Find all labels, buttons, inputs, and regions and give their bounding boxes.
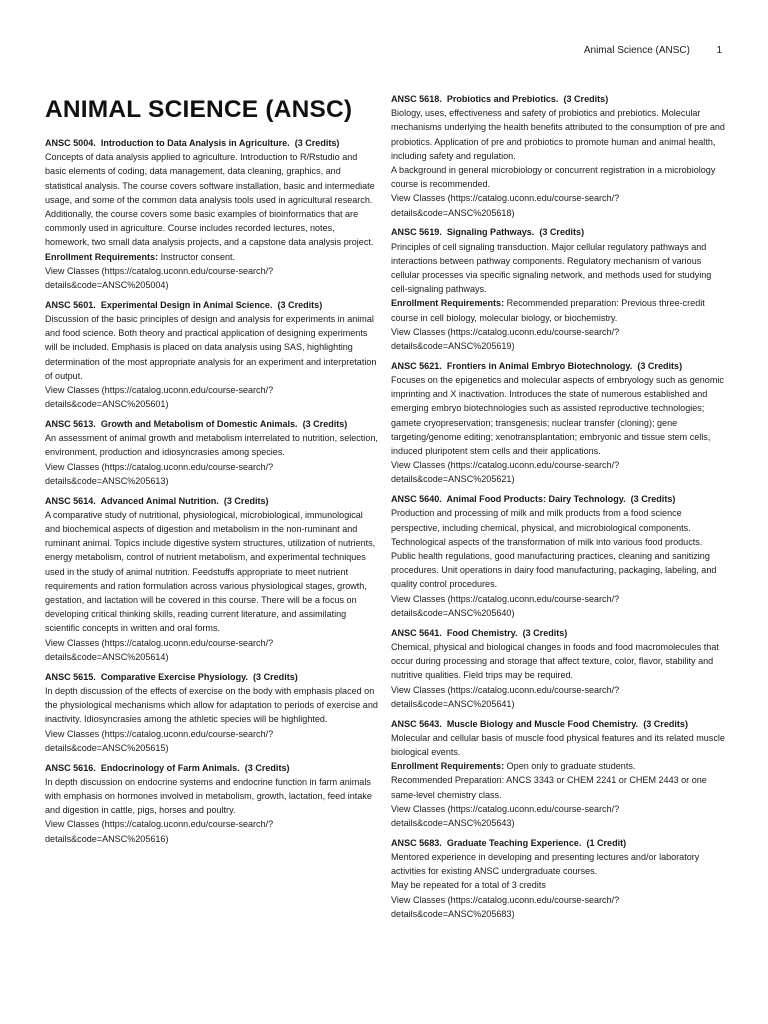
view-classes-url: (https://catalog.uconn.edu/course-search/? <box>447 193 620 204</box>
view-classes-link[interactable] <box>45 264 379 278</box>
view-classes-label: View Classes <box>45 265 100 276</box>
view-classes-label: View Classes <box>391 894 446 905</box>
view-classes-label: View Classes <box>45 728 100 739</box>
course-name: Endocrinology of Farm Animals. <box>100 762 240 773</box>
course-description: A comparative study of nutritional, physiological, microbiological, immunological and biochemical aspects of digestion and metabolism in the non-ruminant and ruminant animal. Topics include digestive system structures, utilization of nutrients, energy metabolism, control of nutrient metabolism, and experimental techniques used in the study of animal nutrition. Feedstuffs appropriate to meet nutrient requirements and ration formulation across various physiological stages, growth, gestation, and lactation will be covered in this course. There will be a focus on developing critical thinking skills, reading current literature, and assimilating scientific concepts in written and oral forms. <box>45 509 376 634</box>
view-classes-url: (https://catalog.uconn.edu/course-search/? <box>447 684 620 695</box>
view-classes-url: (https://catalog.uconn.edu/course-search/? <box>447 326 620 337</box>
course-code: ANSC 5643. <box>391 718 442 729</box>
view-classes-url-cont[interactable]: details&code=ANSC%205641) <box>391 698 515 709</box>
course-title <box>391 492 725 506</box>
view-classes-url-cont[interactable]: details&code=ANSC%205640) <box>391 607 515 618</box>
view-classes-url: (https://catalog.uconn.edu/course-search/? <box>101 265 274 276</box>
view-classes-link[interactable] <box>391 325 725 339</box>
view-classes-link[interactable] <box>391 191 725 205</box>
view-classes-link[interactable] <box>45 727 379 741</box>
view-classes-url: (https://catalog.uconn.edu/course-search/? <box>447 894 620 905</box>
requirements-text: Instructor consent. <box>160 251 236 262</box>
course-description: Principles of cell signaling transduction. Major cellular regulatory pathways and interactions between pathway components. Regulatory mechanism of various cellular processes via specific signaling network, and methods used for studying cell-signaling pathways. <box>391 241 712 295</box>
course-entry <box>391 92 725 220</box>
view-classes-url-cont[interactable]: details&code=ANSC%205619) <box>391 341 515 352</box>
requirements-label: Enrollment Requirements: <box>391 761 505 772</box>
course-credits: (3 Credits) <box>522 627 568 638</box>
course-name: Experimental Design in Animal Science. <box>100 299 273 310</box>
view-classes-link[interactable] <box>391 458 725 472</box>
course-description: In depth discussion of the effects of exercise on the body with emphasis placed on the physiological mechanisms which allow for adaptation to periods of exercise and inactivity. Idiosyncrasies among the athletic species will be highlighted. <box>45 685 378 725</box>
course-title <box>45 761 379 775</box>
running-header <box>0 44 768 58</box>
view-classes-link[interactable] <box>391 802 725 816</box>
course-name: Graduate Teaching Experience. <box>446 837 582 848</box>
view-classes-url: (https://catalog.uconn.edu/course-search/? <box>447 803 620 814</box>
course-name: Frontiers in Animal Embryo Biotechnology. <box>446 360 633 371</box>
course-title <box>391 717 725 731</box>
course-entry <box>391 836 725 921</box>
view-classes-label: View Classes <box>391 593 446 604</box>
course-entry <box>391 492 725 620</box>
course-title <box>45 136 379 150</box>
course-title <box>45 494 379 508</box>
course-entry <box>45 417 379 488</box>
right-course-list <box>391 92 725 921</box>
course-name: Advanced Animal Nutrition. <box>100 495 219 506</box>
course-code: ANSC 5614. <box>45 495 96 506</box>
view-classes-label: View Classes <box>391 684 446 695</box>
course-code: ANSC 5613. <box>45 419 96 430</box>
enrollment-requirements <box>391 296 725 324</box>
course-title <box>45 298 379 312</box>
course-description: Mentored experience in developing and presenting lectures and/or laboratory activities for existing ANSC undergraduate courses. <box>391 851 700 877</box>
course-code: ANSC 5641. <box>391 627 442 638</box>
enrollment-requirements <box>45 250 379 264</box>
view-classes-url-cont[interactable]: details&code=ANSC%205601) <box>45 399 169 410</box>
course-description: Discussion of the basic principles of design and analysis for experiments in animal and food science. Both theory and practical application of designing experiments will be included. Emphasis is placed on data analysis using SAS, highlighting determination of the most appropriate analysis for an experiment and interpretation of output. <box>45 314 377 381</box>
view-classes-url-cont[interactable]: details&code=ANSC%205614) <box>45 651 169 662</box>
course-name: Introduction to Data Analysis in Agriculture. <box>100 138 290 148</box>
course-code: ANSC 5615. <box>45 671 96 682</box>
course-code: ANSC 5640. <box>391 494 442 505</box>
view-classes-link[interactable] <box>45 817 379 831</box>
requirements-text: Recommended preparation: Previous three-credit course in cell biology, molecular biology, or biochemistry. <box>391 298 705 323</box>
course-credits: (3 Credits) <box>563 94 609 104</box>
course-credits: (3 Credits) <box>294 138 340 148</box>
course-entry <box>45 136 379 292</box>
course-description: In depth discussion on endocrine systems and endocrine function in farm animals with emphasis on hormones involved in metabolism, growth, lactation, feed intake and digestion in cattle, pigs, horses and poultry. <box>45 776 372 816</box>
view-classes-url-cont[interactable]: details&code=ANSC%205621) <box>391 474 515 485</box>
view-classes-label: View Classes <box>391 803 446 814</box>
course-description: Chemical, physical and biological changes in foods and food macromolecules that occur during processing and storage that affect texture, color, flavor, stability and nutritive qualities. Field trips may be required. <box>391 641 719 681</box>
course-name: Signaling Pathways. <box>446 227 535 238</box>
view-classes-url: (https://catalog.uconn.edu/course-search/? <box>101 819 274 830</box>
view-classes-label: View Classes <box>391 460 446 471</box>
course-credits: (3 Credits) <box>253 671 298 682</box>
running-title: Animal Science (ANSC) <box>583 45 690 56</box>
requirements-label: Enrollment Requirements: <box>45 251 159 262</box>
course-title <box>391 626 725 640</box>
course-credits: (3 Credits) <box>244 762 290 773</box>
view-classes-label: View Classes <box>45 819 100 830</box>
course-entry <box>391 717 725 831</box>
view-classes-url-cont[interactable]: details&code=ANSC%205004) <box>45 280 169 291</box>
course-description: May be repeated for a total of 3 credits <box>391 880 546 891</box>
course-entry <box>391 626 725 711</box>
course-name: Food Chemistry. <box>446 627 518 638</box>
view-classes-label: View Classes <box>391 326 446 337</box>
course-title <box>391 92 725 106</box>
requirements-text: Open only to graduate students. <box>506 761 636 772</box>
course-code: ANSC 5683. <box>391 837 442 848</box>
course-name: Animal Food Products: Dairy Technology. <box>446 494 626 505</box>
view-classes-url: (https://catalog.uconn.edu/course-search/? <box>101 461 274 472</box>
view-classes-url: (https://catalog.uconn.edu/course-search/? <box>101 728 274 739</box>
course-entry <box>45 761 379 846</box>
view-classes-url: (https://catalog.uconn.edu/course-search/? <box>101 385 274 396</box>
left-column <box>45 92 379 851</box>
left-course-list <box>45 136 379 846</box>
course-credits: (3 Credits) <box>302 419 348 430</box>
view-classes-url-cont[interactable]: details&code=ANSC%205615) <box>45 742 169 753</box>
course-code: ANSC 5004. <box>45 138 96 148</box>
course-entry <box>391 359 725 487</box>
course-credits: (3 Credits) <box>223 495 269 506</box>
view-classes-link[interactable] <box>391 893 725 907</box>
course-credits: (1 Credit) <box>586 837 627 848</box>
course-credits: (3 Credits) <box>539 227 585 238</box>
course-description: Molecular and cellular basis of muscle food physical features and its related muscle biological events. <box>391 732 725 757</box>
course-description: An assessment of animal growth and metabolism interrelated to nutrition, selection, environment, production and idiosyncrasies among species. <box>45 433 378 458</box>
view-classes-link[interactable] <box>45 383 379 397</box>
page-title: ANIMAL SCIENCE (ANSC) <box>45 96 353 123</box>
view-classes-url-cont[interactable]: details&code=ANSC%205616) <box>45 833 169 844</box>
course-title <box>45 417 379 431</box>
course-name: Probiotics and Prebiotics. <box>446 94 559 104</box>
course-code: ANSC 5621. <box>391 360 442 371</box>
requirements-label: Enrollment Requirements: <box>391 298 505 309</box>
course-code: ANSC 5616. <box>45 762 96 773</box>
view-classes-label: View Classes <box>45 461 100 472</box>
view-classes-link[interactable] <box>391 683 725 697</box>
course-entry <box>45 298 379 412</box>
course-entry <box>45 494 379 664</box>
view-classes-url-cont[interactable]: details&code=ANSC%205618) <box>391 207 515 218</box>
course-title <box>391 836 725 850</box>
course-credits: (3 Credits) <box>643 718 688 729</box>
enrollment-requirements <box>391 759 725 773</box>
course-description: A background in general microbiology or concurrent registration in a microbiology course is recommended. <box>391 165 716 190</box>
right-column <box>391 92 725 927</box>
course-name: Muscle Biology and Muscle Food Chemistry. <box>446 718 639 729</box>
course-description: Biology, uses, effectiveness and safety of probiotics and prebiotics. Molecular mechanisms underlying the health benefits attributed to the consumption of pre and probiotics. Application of pre and probiotics to promote human and animal health, including safety and regulation. <box>391 108 725 161</box>
course-title <box>391 225 725 239</box>
view-classes-link[interactable] <box>45 636 379 650</box>
view-classes-url-cont[interactable]: details&code=ANSC%205683) <box>391 908 515 919</box>
view-classes-url: (https://catalog.uconn.edu/course-search/? <box>101 637 274 648</box>
page-number: 1 <box>716 45 722 56</box>
view-classes-label: View Classes <box>45 385 100 396</box>
view-classes-label: View Classes <box>391 193 446 204</box>
course-credits: (3 Credits) <box>277 299 323 310</box>
course-entry <box>391 225 725 353</box>
view-classes-url: (https://catalog.uconn.edu/course-search/? <box>447 593 620 604</box>
course-title <box>45 670 379 684</box>
course-description: Focuses on the epigenetics and molecular aspects of embryology such as genomic imprinting and X inactivation. Introduces the state of numerous established and emerging embryo biotechnologies such as assisted reproductive technologies; gamete cryopreservation; transgenesis; nuclear transfer (cloning); gene targeting/genome editing; xenotransplantation; embryonic and tissue stem cells, induced pluripotent stem cells and their applications. <box>391 375 724 457</box>
course-name: Growth and Metabolism of Domestic Animals. <box>100 419 298 430</box>
view-classes-link[interactable] <box>391 592 725 606</box>
course-code: ANSC 5618. <box>391 94 442 104</box>
course-code: ANSC 5619. <box>391 227 442 238</box>
view-classes-link[interactable] <box>45 460 379 474</box>
view-classes-url: (https://catalog.uconn.edu/course-search/? <box>447 460 620 471</box>
course-description: Concepts of data analysis applied to agriculture. Introduction to R/Rstudio and basic elements of coding, data management, data cleaning, graphics, and statistical analysis. The course covers software installation, basic and intermediate usage, and some of the common data analysis tools used in agricultural research. Additionally, the course covers some basic examples of bioinformatics that are commonly used in agriculture. Course includes recorded lectures, notes, homework, two small data analysis projects, and a capstone data analysis project. <box>45 152 375 248</box>
course-description: Production and processing of milk and milk products from a food science perspective, including chemical, physical, and microbiological components. Technological aspects of the transformation of milk into various food products. Public health regulations, good manufacturing practices, cleaning and sanitizing procedures. Unit operations in dairy food manufacturing, packaging, labeling, and quality control procedures. <box>391 508 717 590</box>
course-entry <box>45 670 379 755</box>
course-credits: (3 Credits) <box>637 360 683 371</box>
course-code: ANSC 5601. <box>45 299 96 310</box>
course-description: Recommended Preparation: ANCS 3343 or CHEM 2241 or CHEM 2443 or one same-level chemistry class. <box>391 775 707 800</box>
view-classes-url-cont[interactable]: details&code=ANSC%205613) <box>45 475 169 486</box>
course-name: Comparative Exercise Physiology. <box>100 671 248 682</box>
course-credits: (3 Credits) <box>630 494 676 505</box>
view-classes-label: View Classes <box>45 637 100 648</box>
course-title <box>391 359 725 373</box>
view-classes-url-cont[interactable]: details&code=ANSC%205643) <box>391 817 515 828</box>
